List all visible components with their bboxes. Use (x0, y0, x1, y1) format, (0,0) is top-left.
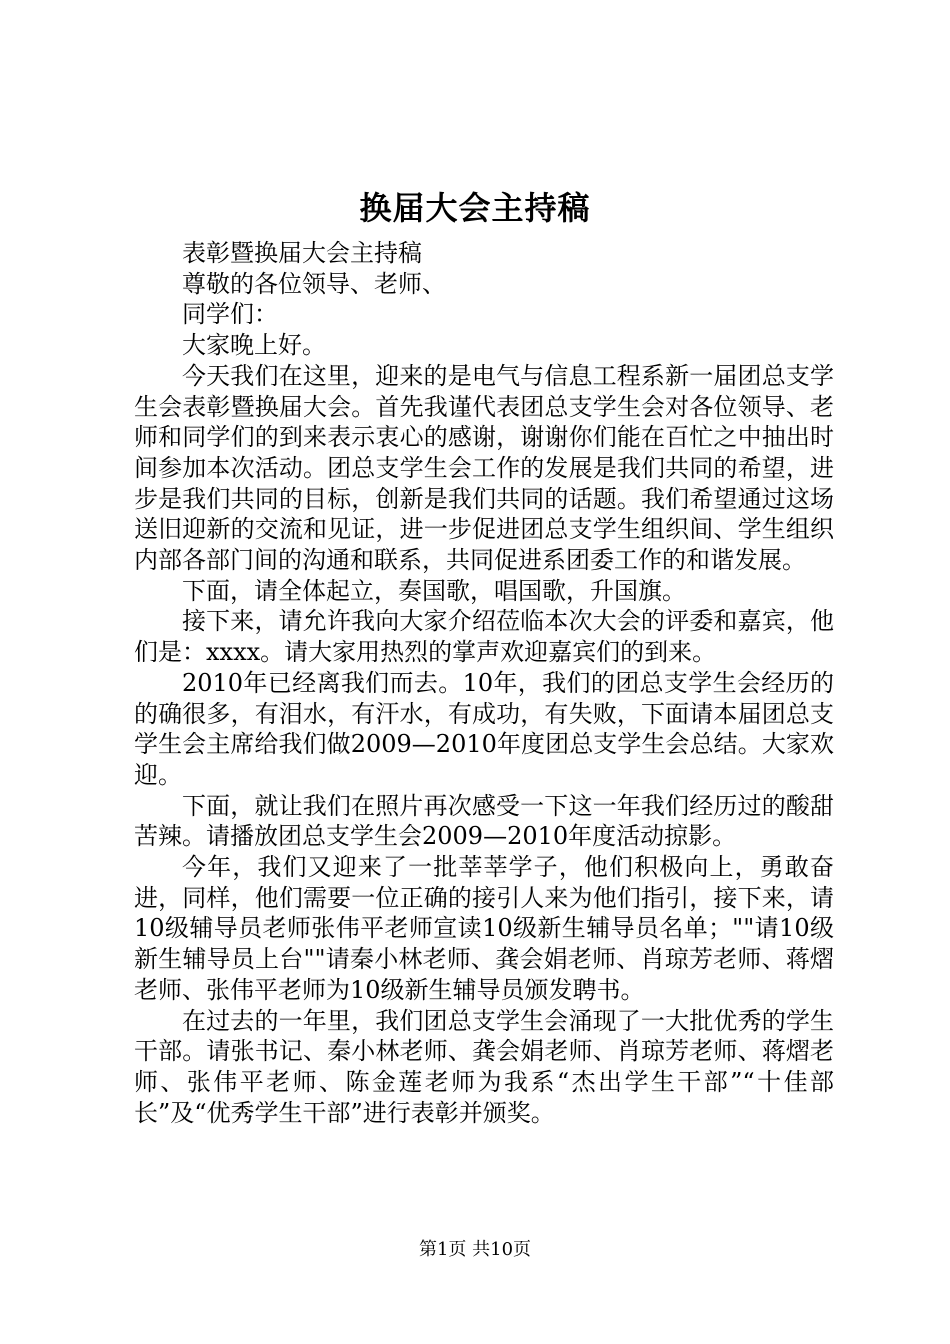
paragraph-opening: 今天我们在这里，迎来的是电气与信息工程系新一届团总支学生会表彰暨换届大会。首先我谨代表团总支学生会对各位领导、老师和同学们的到来表示衷心的感谢，谢谢你们能在百忙之中抽出时间参加本次活动。团总支学生会工作的发展是我们共同的希望，进步是我们共同的目标，创新是我们共同的话题。我们希望通过这场送旧迎新的交流和见证，进一步促进团总支学生组织间、学生组织内部各部门间的沟通和联系，共同促进系团委工作的和谐发展。 (134, 361, 834, 575)
paragraph-greeting: 大家晚上好。 (182, 331, 326, 360)
paragraph-counselors: 今年，我们又迎来了一批莘莘学子，他们积极向上，勇敢奋进，同样，他们需要一位正确的接引人来为他们指引，接下来，请10级辅导员老师张伟平老师宣读10级新生辅导员名单；""请10级新生辅导员上台""请秦小林老师、龚会娟老师、肖琼芳老师、蒋熠老师、张伟平老师为10级新生辅导员颁发聘书。 (134, 853, 834, 1004)
document-title: 换届大会主持稿 (359, 189, 591, 227)
document-body (134, 238, 834, 1128)
page-number: 第1页 共10页 (418, 1239, 532, 1260)
paragraph-heading: 表彰暨换届大会主持稿 (182, 239, 422, 267)
paragraph-anthem: 下面，请全体起立，奏国歌，唱国歌，升国旗。 (182, 576, 686, 605)
paragraph-guests: 接下来，请允许我向大家介绍莅临本次大会的评委和嘉宾，他们是：xxxx。请大家用热烈的掌声欢迎嘉宾们的到来。 (134, 607, 834, 667)
paragraph-salutation: 尊敬的各位领导、老师、 (182, 269, 446, 298)
paragraph-salutation-cont: 同学们： (182, 300, 278, 329)
paragraph-awards: 在过去的一年里，我们团总支学生会涌现了一大批优秀的学生干部。请张书记、秦小林老师、龚会娟老师、肖琼芳老师、蒋熠老师、张伟平老师、陈金莲老师为我系“杰出学生干部”“十佳部长”及“优秀学生干部”进行表彰并颁奖。 (134, 1006, 834, 1127)
paragraph-photos: 下面，就让我们在照片再次感受一下这一年我们经历过的酸甜苦辣。请播放团总支学生会2009—2010年度活动掠影。 (134, 791, 834, 851)
paragraph-summary: 2010年已经离我们而去。10年，我们的团总支学生会经历的的确很多，有泪水，有汗水，有成功，有失败，下面请本届团总支学生会主席给我们做2009—2010年度团总支学生会总结。大家欢迎。 (134, 668, 834, 789)
